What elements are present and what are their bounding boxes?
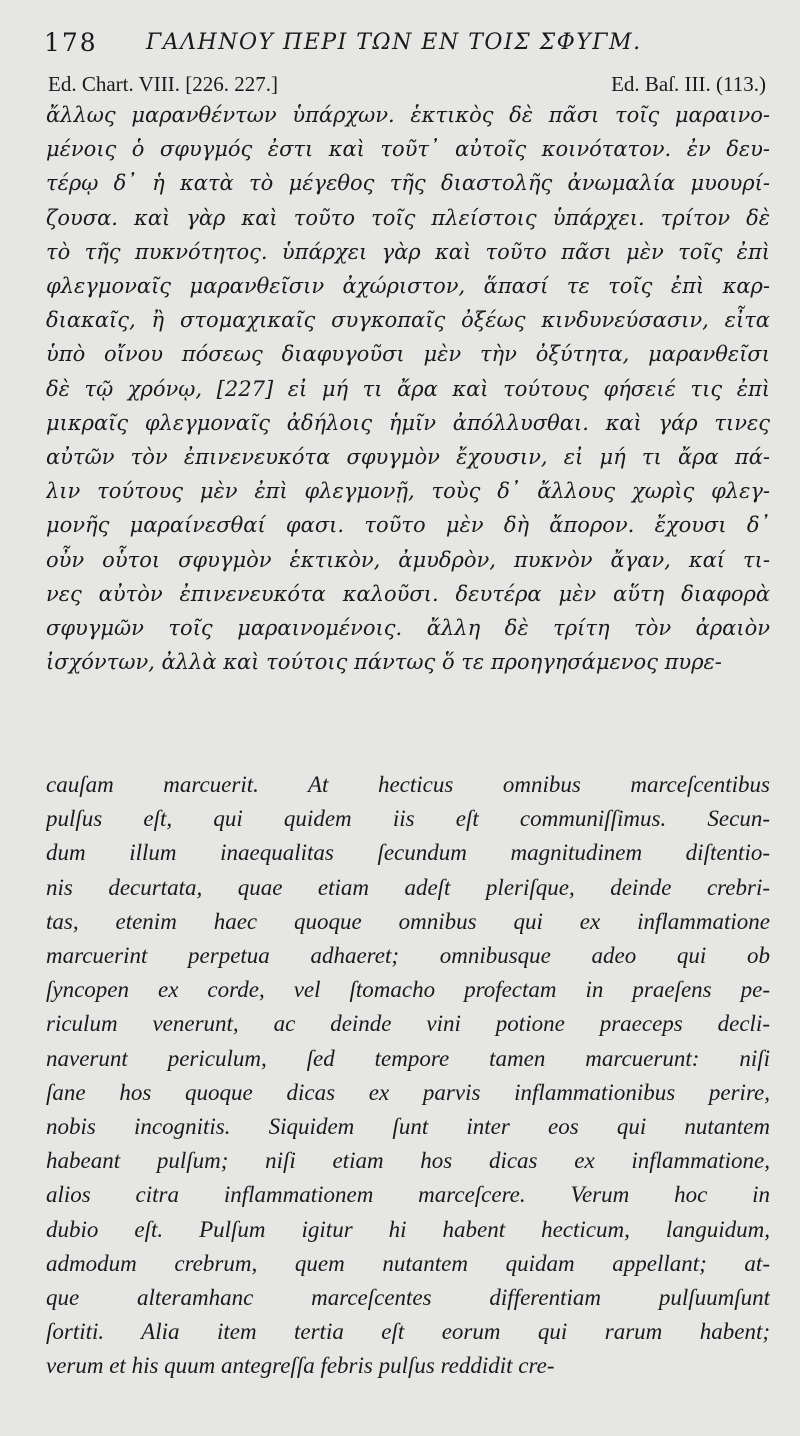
greek-text-line: ὑπὸ οἴνου πόσεως διαφυγοῦσι μὲν τὴν ὀξύτητα, μαρανθεῖσι	[46, 342, 770, 367]
latin-text-line: que alteramhanc marceſcentes differentiam pulſuumſunt	[46, 1285, 770, 1311]
edition-reference-row	[48, 72, 766, 100]
greek-text-line: ζουσα. καὶ γὰρ καὶ τοῦτο τοῖς πλείστοις ὑπάρχει. τρίτον δὲ	[46, 205, 770, 230]
greek-text-line: οὖν οὗτοι σφυγμὸν ἑκτικὸν, ἀμυδρὸν, πυκνὸν ἄγαν, καί τι-	[46, 547, 770, 572]
latin-text-line: verum et his quum antegreſſa febris pulſus reddidit cre-	[46, 1353, 555, 1379]
greek-text-line: σφυγμῶν τοῖς μαραινομένοις. ἄλλη δὲ τρίτη τὸν ἀραιὸν	[46, 616, 770, 641]
greek-text-block	[46, 98, 770, 679]
latin-text-line: pulſus eſt, qui quidem iis eſt communiſſimus. Secun-	[46, 806, 770, 832]
greek-text-line: ἰσχόντων, ἀλλὰ καὶ τούτοις πάντως ὅ τε προηγησάμενος πυρε-	[46, 650, 722, 675]
greek-text-line: αὐτῶν τὸν ἐπινενευκότα σφυγμὸν ἔχουσιν, εἰ μή τι ἄρα πά-	[46, 445, 770, 470]
edition-chartier-reference: Ed. Chart. VIII. [226. 227.]	[48, 72, 278, 96]
latin-text-line: nis decurtata, quae etiam adeſt pleriſque, deinde crebri-	[46, 874, 770, 900]
latin-text-line: naverunt periculum, ſed tempore tamen marcuerunt: niſi	[46, 1045, 770, 1071]
edition-basel-reference: Ed. Baſ. III. (113.)	[611, 72, 766, 96]
greek-text-line: δὲ τῷ χρόνῳ, [227] εἰ μή τι ἄρα καὶ τούτους φήσειέ τις ἐπὶ	[46, 376, 770, 401]
latin-text-line: admodum crebrum, quem nutantem quidam appellant; at-	[46, 1250, 770, 1276]
latin-text-line: riculum venerunt, ac deinde vini potione praeceps decli-	[46, 1011, 770, 1037]
greek-text-line: διακαῖς, ἢ στομαχικαῖς συγκοπαῖς ὀξέως κινδυνεύσασιν, εἶτα	[46, 308, 770, 333]
greek-text-line: τὸ τῆς πυκνότητος. ὑπάρχει γὰρ καὶ τοῦτο πᾶσι μὲν τοῖς ἐπὶ	[46, 239, 770, 264]
greek-text-line: τέρῳ δ᾽ ἡ κατὰ τὸ μέγεθος τῆς διαστολῆς ἀνωμαλία μυουρί-	[46, 171, 770, 196]
latin-text-line: ſane hos quoque dicas ex parvis inflammationibus perire,	[46, 1079, 770, 1105]
latin-text-line: ſortiti. Alia item tertia eſt eorum qui rarum habent;	[46, 1319, 770, 1345]
latin-text-block	[46, 768, 770, 1384]
greek-text-line: μένοις ὁ σφυγμός ἐστι καὶ τοῦτ᾽ αὐτοῖς κοινότατον. ἐν δευ-	[46, 137, 770, 162]
latin-text-line: dum illum inaequalitas ſecundum magnitudinem diſtentio-	[46, 840, 770, 866]
latin-text-line: ſyncopen ex corde, vel ſtomacho profectam in praeſens pe-	[46, 977, 770, 1003]
greek-text-line: μικραῖς φλεγμοναῖς ἀδήλοις ἡμῖν ἀπόλλυσθαι. καὶ γάρ τινες	[46, 410, 770, 435]
greek-text-line: λιν τούτους μὲν ἐπὶ φλεγμονῇ, τοὺς δ᾽ ἄλλους χωρὶς φλεγ-	[46, 479, 770, 504]
latin-text-line: nobis incognitis. Siquidem ſunt inter eos qui nutantem	[46, 1114, 770, 1140]
latin-text-line: marcuerint perpetua adhaeret; omnibusque adeo qui ob	[46, 943, 770, 969]
greek-text-line: νες αὐτὸν ἐπινενευκότα καλοῦσι. δευτέρα μὲν αὕτη διαφορὰ	[46, 581, 770, 606]
running-title: ΓΑΛΗΝΟΥ ΠΕΡΙ ΤΩΝ ΕΝ ΤΟΙΣ ΣΦΥΓΜ.	[146, 30, 642, 55]
greek-text-line: μονῆς μαραίνεσθαί φασι. τοῦτο μὲν δὴ ἄπορον. ἔχουσι δ᾽	[46, 513, 770, 538]
latin-text-line: alios citra inflammationem marceſcere. Verum hoc in	[46, 1182, 770, 1208]
latin-text-line: dubio eſt. Pulſum igitur hi habent hecticum, languidum,	[46, 1216, 770, 1242]
greek-text-line: ἄλλως μαρανθέντων ὑπάρχων. ἑκτικὸς δὲ πᾶσι τοῖς μαραινο-	[46, 103, 770, 127]
latin-text-line: tas, etenim haec quoque omnibus qui ex inflammatione	[46, 908, 770, 934]
page-number: 178	[44, 28, 98, 57]
page-header	[44, 28, 764, 62]
latin-text-line: cauſam marcuerit. At hecticus omnibus marceſcentibus	[46, 772, 770, 797]
greek-text-line: φλεγμοναῖς μαρανθεῖσιν ἀχώριστον, ἅπασί τε τοῖς ἐπὶ καρ-	[46, 274, 770, 299]
latin-text-line: habeant pulſum; niſi etiam hos dicas ex inflammatione,	[46, 1148, 770, 1174]
